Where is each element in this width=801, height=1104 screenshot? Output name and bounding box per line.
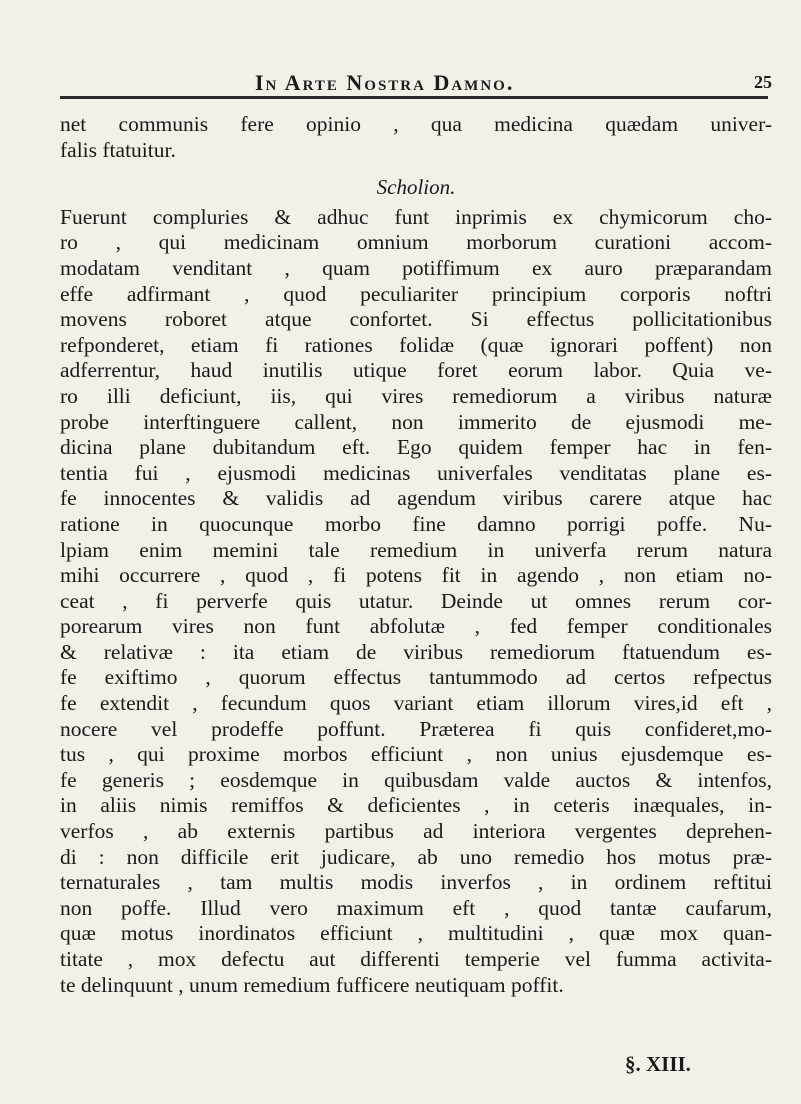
body-text [60, 112, 772, 998]
text-line: ro illi deficiunt, iis, qui vires remediorum a viribus naturæ [60, 383, 772, 408]
text-line: tus , qui proxime morbos efficiunt , non unius ejusdemque es- [60, 742, 772, 767]
text-line: dicina plane dubitandum eft. Ego quidem femper hac in fen- [60, 435, 772, 460]
scholion-heading: Scholion. [376, 175, 456, 200]
running-head [0, 70, 801, 100]
text-line: non poffe. Illud vero maximum eft , quod tantæ caufarum, [60, 895, 772, 920]
text-line: mihi occurrere , quod , fi potens fit in agendo , non etiam no- [60, 563, 772, 588]
text-line: probe interftinguere callent, non immerito de ejusmodi me- [60, 409, 772, 434]
text-line: nocere vel prodeffe poffunt. Præterea fi quis confideret,mo- [60, 716, 772, 741]
text-line: refponderet, etiam fi rationes folidæ (quæ ignorari poffent) non [60, 332, 772, 357]
text-line: ratione in quocunque morbo fine damno porrigi poffe. Nu- [60, 511, 772, 536]
text-line: fe extendit , fecundum quos variant etiam illorum vires,id eft , [60, 691, 772, 716]
text-line: tentia fui , ejusmodi medicinas univerfales venditatas plane es- [60, 460, 772, 485]
text-line: & relativæ : ita etiam de viribus remediorum ftatuendum es- [60, 639, 772, 664]
text-line: in aliis nimis remiffos & deficientes , in ceteris inæquales, in- [60, 793, 772, 818]
text-line: ceat , fi perverfe quis utatur. Deinde ut omnes rerum cor- [60, 588, 772, 613]
text-line: effe adfirmant , quod peculiariter principium corporis noftri [60, 281, 772, 306]
text-line: adferrentur, haud inutilis utique foret eorum labor. Quia ve- [60, 358, 772, 383]
text-line: fe innocentes & validis ad agendum viribus carere atque hac [60, 486, 772, 511]
text-line: ro , qui medicinam omnium morborum curationi accom- [60, 230, 772, 255]
catchword: §. XIII. [625, 1052, 691, 1076]
text-line: fe generis ; eosdemque in quibusdam valde auctos & intenfos, [60, 767, 772, 792]
text-line: modatam venditant , quam potiffimum ex auro præparandam [60, 255, 772, 280]
text-line: fe exiftimo , quorum effectus tantummodo ad certos refpectus [60, 665, 772, 690]
text-line: lpiam enim memini tale remedium in univerfa rerum natura [60, 537, 772, 562]
text-line: titate , mox defectu aut differenti temperie vel fumma activita- [60, 947, 772, 971]
text-line: di : non difficile erit judicare, ab uno remedio hos motus præ- [60, 844, 772, 869]
page-number: 25 [754, 72, 772, 92]
running-title: In Arte Nostra Damno. [255, 70, 515, 95]
text-line: Fuerunt compluries & adhuc funt inprimis ex chymicorum cho- [60, 204, 772, 229]
intro-line: net communis fere opinio , qua medicina quædam univer- [60, 112, 772, 136]
text-line: ternaturales , tam multis modis inverfos , in ordinem reftitui [60, 870, 772, 895]
text-line: porearum vires non funt abfolutæ , fed femper conditionales [60, 614, 772, 639]
intro-line: falis ftatuitur. [60, 137, 176, 162]
header-rule [60, 96, 768, 99]
text-line: movens roboret atque confortet. Si effectus pollicitationibus [60, 307, 772, 332]
text-line: verfos , ab externis partibus ad interiora vergentes deprehen- [60, 819, 772, 844]
text-line: te delinquunt , unum remedium fufficere neutiquam poffit. [60, 972, 564, 997]
text-line: quæ motus inordinatos efficiunt , multitudini , quæ mox quan- [60, 921, 772, 946]
